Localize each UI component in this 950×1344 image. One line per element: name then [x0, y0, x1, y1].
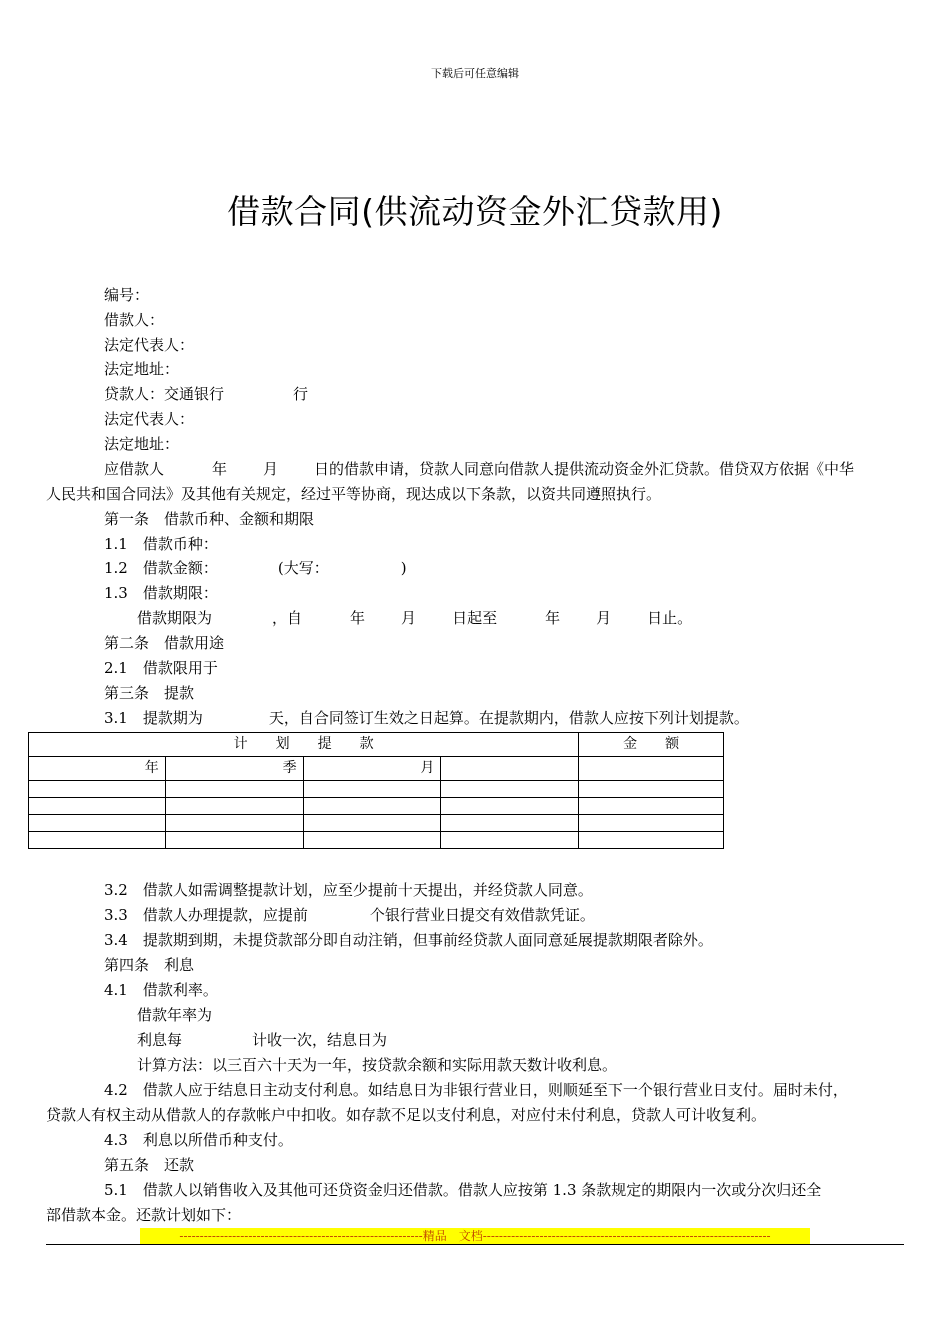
table-cell — [579, 798, 724, 815]
term-part: 月 — [401, 609, 417, 627]
field-borrower: 借款人： — [104, 311, 165, 329]
field-borrower-addr: 法定地址： — [104, 360, 180, 378]
col-year: 年 — [29, 757, 166, 781]
clause-4-2-line-2: 贷款人有权主动从借款人的存款帐户中扣收。如存款不足以支付利息，对应付未付利息，贷款人可计收复利。 — [46, 1106, 767, 1124]
table-cell — [29, 781, 166, 798]
clause-2-1: 2.1 借款限用于 — [104, 659, 218, 677]
footer-rule — [46, 1244, 904, 1245]
clause-4-3: 4.3 利息以所借币种支付。 — [104, 1131, 293, 1149]
lender-prefix: 贷款人：交通银行 — [104, 385, 225, 403]
table-row — [29, 798, 724, 815]
table-cell — [29, 798, 166, 815]
footer-dashes-left: ------------------------------------------------------------ — [179, 1229, 423, 1243]
col-month: 月 — [303, 757, 441, 781]
table-cell — [303, 781, 441, 798]
table-cell — [303, 832, 441, 849]
article-4-heading: 第四条 利息 — [104, 956, 195, 974]
interest-part: 利息每 — [137, 1031, 183, 1049]
loan-rate-line: 借款年率为 — [137, 1006, 213, 1024]
term-part: 年 — [350, 609, 366, 627]
clause-4-2-line-1: 4.2 借款人应于结息日主动支付利息。如结息日为非银行营业日，则顺延至下一个银行营业日支付。届时未付， — [104, 1081, 848, 1099]
field-number: 编号： — [104, 286, 150, 304]
table-cell — [441, 757, 579, 781]
term-part: 借款期限为 — [137, 609, 213, 627]
footer-dashes-right: ----------------------------------------------------------------------- — [482, 1229, 771, 1243]
clause-part: 天，自合同签订生效之日起算。在提款期内，借款人应按下列计划提款。 — [268, 709, 749, 727]
table-cell — [165, 815, 303, 832]
clause-3-3 — [104, 905, 595, 925]
clause-part: 个银行营业日提交有效借款凭证。 — [369, 906, 595, 924]
table-cell — [579, 757, 724, 781]
table-row — [29, 815, 724, 832]
table-cell — [441, 832, 579, 849]
document-title: 借款合同(供流动资金外汇贷款用) — [227, 192, 723, 231]
article-3-heading: 第三条 提款 — [104, 684, 195, 702]
clause-part: ) — [400, 559, 407, 577]
table-cell — [441, 815, 579, 832]
term-part: 年 — [545, 609, 561, 627]
clause-5-1-line-1: 5.1 借款人以销售收入及其他可还贷资金归还借款。借款人应按第 1.3 条款规定的期限内一次或分次归还全 — [104, 1181, 822, 1199]
clause-1-3: 1.3 借款期限： — [104, 584, 218, 602]
clause-3-4: 3.4 提款期到期，未提贷款部分即自动注销，但事前经贷款人面同意延展提款期限者除外。 — [104, 931, 713, 949]
article-5-heading: 第五条 还款 — [104, 1156, 195, 1174]
clause-1-1: 1.1 借款币种： — [104, 535, 218, 553]
intro-line-1 — [104, 459, 854, 479]
clause-part: 3.3 借款人办理提款，应提前 — [104, 906, 308, 924]
table-cell — [29, 832, 166, 849]
footer-label: 精品 文档 — [422, 1229, 483, 1243]
table-cell — [579, 781, 724, 798]
table-cell — [165, 832, 303, 849]
table-cell — [165, 798, 303, 815]
field-lender — [104, 384, 308, 404]
table-cell — [165, 781, 303, 798]
term-part: 日起至 — [452, 609, 498, 627]
intro-part: 应借款人 — [104, 460, 165, 478]
table-subheader-row — [29, 757, 724, 781]
article-2-heading: 第二条 借款用途 — [104, 634, 225, 652]
clause-5-1-line-2: 部借款本金。还款计划如下： — [46, 1206, 242, 1224]
header-note: 下载后可任意编辑 — [431, 67, 519, 80]
calc-method-line: 计算方法：以三百六十天为一年，按贷款余额和实际用款天数计收利息。 — [137, 1056, 618, 1074]
lender-suffix: 行 — [293, 385, 309, 403]
term-part: 日止。 — [647, 609, 693, 627]
table-cell — [303, 815, 441, 832]
intro-part: 月 — [263, 460, 279, 478]
clause-3-2: 3.2 借款人如需调整提款计划，应至少提前十天提出，并经贷款人同意。 — [104, 881, 593, 899]
field-lender-addr: 法定地址： — [104, 435, 180, 453]
table-cell — [303, 798, 441, 815]
table-header-row — [29, 733, 724, 757]
table-cell — [441, 781, 579, 798]
clause-part: (大写： — [277, 559, 329, 577]
intro-line-2: 人民共和国合同法》及其他有关规定，经过平等协商，现达成以下条款，以资共同遵照执行。 — [46, 485, 662, 503]
footer-banner — [140, 1228, 810, 1244]
clause-3-1 — [104, 708, 749, 728]
withdrawal-plan-table — [28, 732, 724, 849]
intro-part: 年 — [212, 460, 228, 478]
col-season: 季 — [165, 757, 303, 781]
term-part: ，自 — [272, 609, 303, 627]
intro-part: 日的借款申请，贷款人同意向借款人提供流动资金外汇贷款。借贷双方依据《中华 — [314, 460, 855, 478]
clause-4-1: 4.1 借款利率。 — [104, 981, 218, 999]
amount-header: 金 额 — [579, 733, 724, 757]
field-borrower-rep: 法定代表人： — [104, 336, 195, 354]
table-cell — [579, 815, 724, 832]
clause-part: 1.2 借款金额： — [104, 559, 218, 577]
plan-header: 计 划 提 款 — [29, 733, 579, 757]
term-part: 月 — [596, 609, 612, 627]
field-lender-rep: 法定代表人： — [104, 410, 195, 428]
interest-part: 计收一次，结息日为 — [252, 1031, 388, 1049]
table-row — [29, 832, 724, 849]
loan-term-line — [137, 608, 692, 628]
article-1-heading: 第一条 借款币种、金额和期限 — [104, 510, 315, 528]
table-cell — [441, 798, 579, 815]
clause-part: 3.1 提款期为 — [104, 709, 203, 727]
clause-1-2 — [104, 558, 407, 578]
interest-cycle-line — [137, 1030, 387, 1050]
table-cell — [29, 815, 166, 832]
table-row — [29, 781, 724, 798]
table-cell — [579, 832, 724, 849]
